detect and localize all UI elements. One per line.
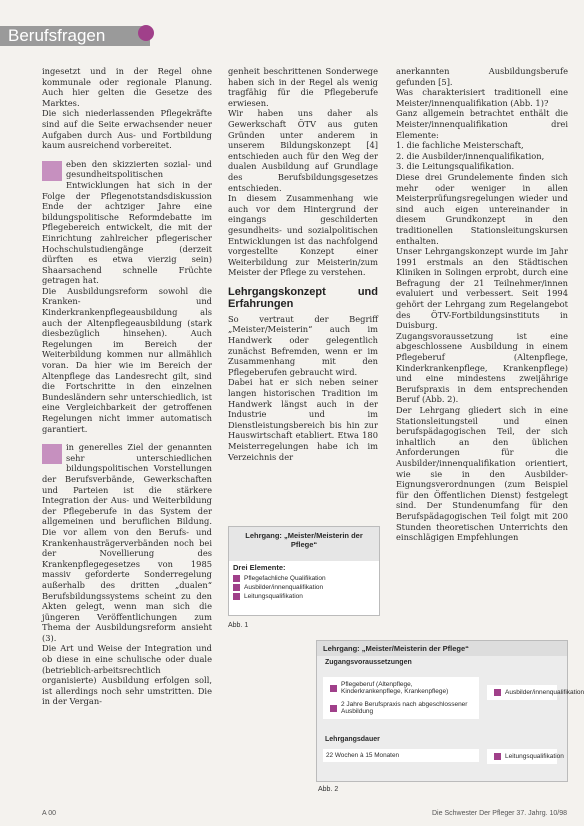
figure-caption: Abb. 2 xyxy=(318,786,339,793)
paragraph: Die sich niederlassenden Pflegekräfte sind auf die Seite erwachsender neuer Aufgaben durch Aus- und Fortbildung kaum ausreichend vorbereitet. xyxy=(42,108,212,151)
list-item: 2. die Ausbilder/innenqualifikation, xyxy=(396,150,545,161)
figure-box-2 xyxy=(316,640,584,782)
page-header xyxy=(0,16,584,48)
bullet-square-icon xyxy=(494,753,501,760)
list-item: Pflegeberuf (Altenpflege, Kinderkrankenpflege, Krankenpflege) xyxy=(326,680,476,696)
paragraph: Zugangsvoraussetzung ist eine abgeschlossene Ausbildung in einem Pflegeberuf (Altenpflege, Kinderkrankenpflege, Krankenpflege) und eine mindestens zweijährige Berufspraxis in dem entsprechenden Beruf (Abb. 2). xyxy=(396,330,568,405)
bullet-square-icon xyxy=(494,689,501,696)
paragraph: Die Ausbildungsreform sowohl die Kranken- und Kinderkrankenpflegeausbildung als auch der Altenpflegeausbildung (stark diesbezüglich hinsehen). Auch Regelungen im Bereich der Weiterbildung kommen nur allmählich voran. Da hier wie im Bereich der Altenpflege das Landesrecht gilt, sind die Fortschritte in den einzelnen Bundesländern sehr unterschiedlich, ist eine Vergleichbarkeit der getroffenen Regelungen nicht immer automatisch garantiert. xyxy=(42,285,212,434)
column-3 xyxy=(396,66,568,543)
figure-caption: Abb. 1 xyxy=(228,622,249,629)
box-title: Lehrgang: „Meister/Meisterin der Pflege“ xyxy=(317,641,567,656)
paragraph: So vertraut der Begriff „Meister/Meisterin“ auch im Handwerk oder gelegentlich zunächst Befremden, wenn er im Zusammenhang mit den Pflegeberufen gebraucht wird. xyxy=(228,313,378,377)
box-subtitle: Drei Elemente: xyxy=(233,563,286,572)
list-item: Ausbilder/innenqualifikation xyxy=(490,688,554,697)
list-item: 1. die fachliche Meisterschaft, xyxy=(396,140,524,151)
list-item: Leitungsqualifikation xyxy=(490,752,554,761)
bullet-square-icon xyxy=(233,593,240,600)
requirements-panel xyxy=(323,677,479,719)
paragraph: Wir haben uns daher als Gewerkschaft ÖTV aus guten Gründen unter anderem in unserem Bildungskonzept [4] entschieden auch für den Weg der dualen Ausbildung auf Grundlage des Berufsbildungsgesetzes entschieden. xyxy=(228,108,378,193)
bullet-square-icon xyxy=(233,575,240,582)
page-number: A 00 xyxy=(42,810,57,817)
list-item: Leitungsqualifikation xyxy=(229,592,379,601)
paragraph: ingesetzt und in der Regel ohne kommunale oder regionale Planung. Auch hier gelten die Gesetze des Marktes. xyxy=(42,66,212,108)
paragraph: Der Lehrgang gliedert sich in eine Stationsleitungsteil und einen berufspädagogischen Teil, der sich inhaltlich an den üblichen Anforderungen für die Ausbilder/innenqualifikation orientiert, wie sie in den Ausbilder-Eignungsverordnungen (zum Beispiel für den Öffentlichen Dienst) festgelegt sind. Der Stundenumfang für den Berufspädagogischen Teil folgt mit 200 Stunden theoretischen Unterrichts den einschlägigen Empfehlungen xyxy=(396,405,568,543)
section-title: Berufsfragen xyxy=(8,26,106,45)
paragraph: Diese drei Grundelemente finden sich mehr oder weniger in allen Meisterprüfungsregelungen wieder und sind auch eigen untereinander in diesem Grundkonzept in den traditionellen Stationsleitungskursen enthalten. xyxy=(396,171,568,246)
drop-cap-n xyxy=(42,161,62,181)
paragraph: in generelles Ziel der genannten sehr unterschiedlichen bildungspolitischen Vorstellungen der Berufsverbände, Gewerkschaften und Parteien ist die stärkere Integration der Aus- und Weiterbildung der Pflegeberufe in das System der allgemeinen und beruflichen Bildung. Die vor allem von den Berufs- und Krankenhausträgerverbänden noch bei der Novellierung des Krankenpflegegesetzes von 1985 massiv geforderte Sonderregelung außerhalb des dritten „dualen“ Berufsbildungssystems scheint zu den Akten gelegt, wenn man sich die jüngeren Veröffentlichungen zum Thema der Ausbildungsreform ansieht (3). xyxy=(42,442,212,643)
list-item: Ausbilder/innenqualifikation xyxy=(229,583,379,592)
footer-journal: Die Schwester Der Pfleger 37. Jahrg. 10/98 xyxy=(432,810,568,817)
subheading: Lehrgangskonzept und Erfahrungen xyxy=(228,285,378,310)
column-1 xyxy=(42,66,212,707)
paragraph: Ganz allgemein betrachtet enthält die Meister/innenqualifikation drei Elemente: xyxy=(396,108,568,140)
paragraph: genheit beschrittenen Sonderwege haben sich in der Regel als wenig tragfähig für die Pflegeberufe erwiesen. xyxy=(228,66,378,108)
paragraph: In diesem Zusammenhang wie auch vor dem Hintergrund der eingangs geschilderten gesundheits- und sozialpolitischen Entwicklungen ist das nachfolgend vorgestellte Konzept einer Weiterbildung zur Meisterin/zum Meister der Pflege zu verstehen. xyxy=(228,193,378,278)
paragraph: anerkannten Ausbildungsberufe gefunden [5]. xyxy=(396,66,568,87)
box-subtitle: Lehrgangsdauer xyxy=(325,736,380,743)
bullet-square-icon xyxy=(330,685,337,692)
paragraph: Was charakterisiert traditionell eine Meister/innenqualifikation (Abb. 1)? xyxy=(396,87,568,108)
box-subtitle: Zugangsvoraussetzungen xyxy=(325,659,412,666)
qualification-panel xyxy=(487,685,584,700)
paragraph: eben den skizzierten sozial- und gesundheitspolitischen Entwicklungen hat sich in der Folge der Pflegenotstandsdiskussion Ende der achtziger Jahre eine bildungspolitische Reformdebatte im Pflegebereich entwickelt, die mit der Einrichtung zahlreicher pflegerischer Hochschulstudiengänge (derzeit dürften es etwa vierzig sein) Shaarsachend schnelle Früchte getragen hat. xyxy=(42,158,212,286)
box-title: Lehrgang: „Meister/Meisterin der Pflege“ xyxy=(229,527,379,561)
paragraph: Dabei hat er sich neben seiner langen historischen Tradition im Handwerk längst auch in der Industrie und im Dienstleistungsbereich bis hin zur Hauswirtschaft etabliert. Etwa 180 Meisterregelungen habe ich im Verzeichnis der xyxy=(228,377,378,462)
bullet-square-icon xyxy=(330,705,337,712)
list-item: Pflegefachliche Qualifikation xyxy=(229,574,379,583)
figure-box-1 xyxy=(228,526,380,616)
qualification-panel xyxy=(487,749,564,764)
list-item: 2 Jahre Berufspraxis nach abgeschlossener Ausbildung xyxy=(326,700,476,716)
drop-cap-e xyxy=(42,444,62,464)
bullet-square-icon xyxy=(233,584,240,591)
paragraph: Die Art und Weise der Integration und ob diese in eine schulische oder duale (betrieblich-arbeitsrechtlich organisierte) Ausbildung erfolgen soll, ist allerdings noch sehr umstritten. Die in der Vergan- xyxy=(42,643,212,707)
list-item: 3. die Leitungsqualifikation. xyxy=(396,161,515,172)
header-dot-icon xyxy=(138,25,154,41)
paragraph: Unser Lehrgangskonzept wurde im Jahr 1991 erstmals an den Städtischen Kliniken in Solingen erprobt, durch eine Befragung der 21 Teilnehmer/innen evaluiert und verbessert. Seit 1994 gehört der Lehrgang zum Regelangebot des ÖTV-Fortbildungsinstituts in Duisburg. xyxy=(396,246,568,331)
column-2 xyxy=(228,66,378,462)
duration-panel: 22 Wochen à 15 Monaten xyxy=(323,749,479,762)
